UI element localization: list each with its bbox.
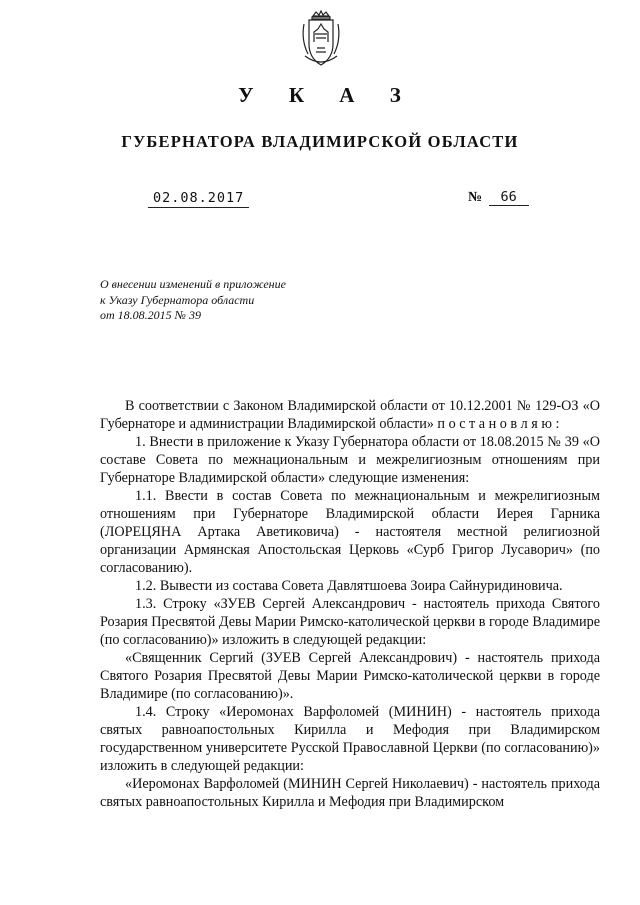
body-paragraph: 1.4. Строку «Иеромонах Варфоломей (МИНИН) - настоятель прихода святых равноапостольных Кирилла и Мефодия при Владимирском государственном университете Русской Православной Церкви (по согласованию)» изложить в следующей редакции: bbox=[100, 704, 600, 774]
body-paragraph: 1.3. Строку «ЗУЕВ Сергей Александрович - настоятель прихода Святого Розария Пресвятой Девы Марии Римско-католической церкви в городе Владимире (по согласованию)» изложить в следующей редакции: bbox=[100, 596, 600, 648]
body-paragraph: «Священник Сергий (ЗУЕВ Сергей Александрович) - настоятель прихода Святого Розария Пресвятой Девы Марии Римско-католической церкви в городе Владимире (по согласованию)». bbox=[100, 650, 600, 702]
document-about bbox=[100, 277, 286, 324]
body-paragraph: 1.1. Ввести в состав Совета по межнациональным и межрелигиозным отношениям при Губернаторе Владимирской области Иерея Гарника (ЛОРЕЦЯНА Артака Аветиковича) - настоятеля местной религиозной организации Армянская Апостольская Церковь «Сурб Григор Лусаворич» (по согласованию). bbox=[100, 488, 600, 576]
document-title: У К А З bbox=[238, 83, 416, 107]
body-paragraph: 1.2. Вывести из состава Совета Давлятшоева Зоира Сайнуридиновича. bbox=[135, 578, 563, 594]
document-number-block bbox=[468, 189, 529, 206]
about-line: О внесении изменений в приложение bbox=[100, 277, 286, 291]
body-paragraph: 1. Внести в приложение к Указу Губернатора области от 18.08.2015 № 39 «О составе Совета по межнациональным и межрелигиозным отношениям при Губернаторе Владимирской области» следующие изменения: bbox=[100, 434, 600, 486]
document-number: 66 bbox=[489, 189, 529, 206]
about-line: от 18.08.2015 № 39 bbox=[100, 308, 201, 322]
document-subtitle: ГУБЕРНАТОРА ВЛАДИМИРСКОЙ ОБЛАСТИ bbox=[121, 132, 519, 151]
body-paragraph: В соответствии с Законом Владимирской области от 10.12.2001 № 129-ОЗ «О Губернаторе и администрации Владимирской области» п о с т а н о в л я ю : bbox=[100, 398, 600, 432]
document-body bbox=[100, 397, 600, 811]
body-paragraph: «Иеромонах Варфоломей (МИНИН Сергей Николаевич) - настоятель прихода святых равноапостольных Кирилла и Мефодия при Владимирском bbox=[100, 776, 600, 810]
document-date: 02.08.2017 bbox=[148, 190, 249, 208]
number-prefix: № bbox=[468, 190, 483, 205]
about-line: к Указу Губернатора области bbox=[100, 292, 255, 307]
coat-of-arms-icon bbox=[299, 10, 343, 68]
